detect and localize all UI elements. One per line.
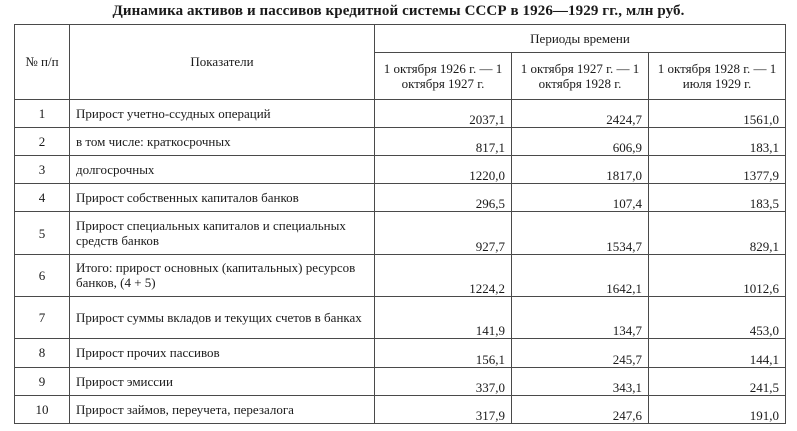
header-row-top [15, 25, 786, 53]
row-value-2: 1817,0 [512, 155, 649, 183]
header-periods: Периоды времени [375, 25, 786, 53]
row-value-1: 156,1 [375, 339, 512, 367]
table-row [15, 254, 786, 296]
header-period-1: 1 октября 1926 г. — 1 октября 1927 г. [375, 53, 512, 99]
table-row [15, 99, 786, 127]
row-value-3: 1377,9 [649, 155, 786, 183]
row-number: 6 [15, 254, 70, 296]
row-label: Прирост прочих пассивов [70, 339, 375, 367]
row-label: Итого: прирост основных (капитальных) ресурсов банков, (4 + 5) [70, 254, 375, 296]
row-value-3: 241,5 [649, 367, 786, 395]
row-label: Прирост учетно-ссудных операций [70, 99, 375, 127]
row-label: долгосрочных [70, 155, 375, 183]
header-period-3: 1 октября 1928 г. — 1 июля 1929 г. [649, 53, 786, 99]
row-number: 7 [15, 296, 70, 338]
row-value-1: 141,9 [375, 296, 512, 338]
row-value-3: 453,0 [649, 296, 786, 338]
header-indicators: Показатели [70, 25, 375, 100]
row-value-3: 1561,0 [649, 99, 786, 127]
row-label: Прирост эмиссии [70, 367, 375, 395]
row-value-3: 1012,6 [649, 254, 786, 296]
row-value-1: 2037,1 [375, 99, 512, 127]
row-value-1: 1220,0 [375, 155, 512, 183]
table-row [15, 184, 786, 212]
table-row [15, 127, 786, 155]
assets-liabilities-table [14, 24, 786, 424]
table-row [15, 155, 786, 183]
row-value-3: 183,1 [649, 127, 786, 155]
table-row [15, 296, 786, 338]
row-number: 4 [15, 184, 70, 212]
row-value-1: 337,0 [375, 367, 512, 395]
row-label: Прирост собственных капиталов банков [70, 184, 375, 212]
row-number: 8 [15, 339, 70, 367]
row-value-1: 927,7 [375, 212, 512, 254]
row-value-1: 1224,2 [375, 254, 512, 296]
row-value-3: 183,5 [649, 184, 786, 212]
header-period-2: 1 октября 1927 г. — 1 октября 1928 г. [512, 53, 649, 99]
table-row [15, 339, 786, 367]
row-value-2: 1642,1 [512, 254, 649, 296]
row-value-3: 829,1 [649, 212, 786, 254]
row-value-2: 247,6 [512, 395, 649, 423]
row-number: 3 [15, 155, 70, 183]
table-title: Динамика активов и пассивов кредитной системы СССР в 1926—1929 гг., млн руб. [112, 3, 685, 19]
header-num: № п/п [15, 25, 70, 100]
row-label: Прирост специальных капиталов и специальных средств банков [70, 212, 375, 254]
table-row [15, 212, 786, 254]
row-value-1: 817,1 [375, 127, 512, 155]
row-value-2: 1534,7 [512, 212, 649, 254]
row-label: Прирост суммы вкладов и текущих счетов в банках [70, 296, 375, 338]
row-value-3: 144,1 [649, 339, 786, 367]
row-value-1: 296,5 [375, 184, 512, 212]
row-value-2: 2424,7 [512, 99, 649, 127]
row-value-2: 245,7 [512, 339, 649, 367]
row-number: 2 [15, 127, 70, 155]
row-label: Прирост займов, переучета, перезалога [70, 395, 375, 423]
row-number: 5 [15, 212, 70, 254]
row-value-1: 317,9 [375, 395, 512, 423]
row-value-2: 107,4 [512, 184, 649, 212]
row-value-2: 343,1 [512, 367, 649, 395]
row-value-2: 606,9 [512, 127, 649, 155]
table-row [15, 367, 786, 395]
row-number: 10 [15, 395, 70, 423]
row-label: в том числе: краткосрочных [70, 127, 375, 155]
table-row [15, 395, 786, 423]
row-value-2: 134,7 [512, 296, 649, 338]
row-value-3: 191,0 [649, 395, 786, 423]
row-number: 1 [15, 99, 70, 127]
row-number: 9 [15, 367, 70, 395]
